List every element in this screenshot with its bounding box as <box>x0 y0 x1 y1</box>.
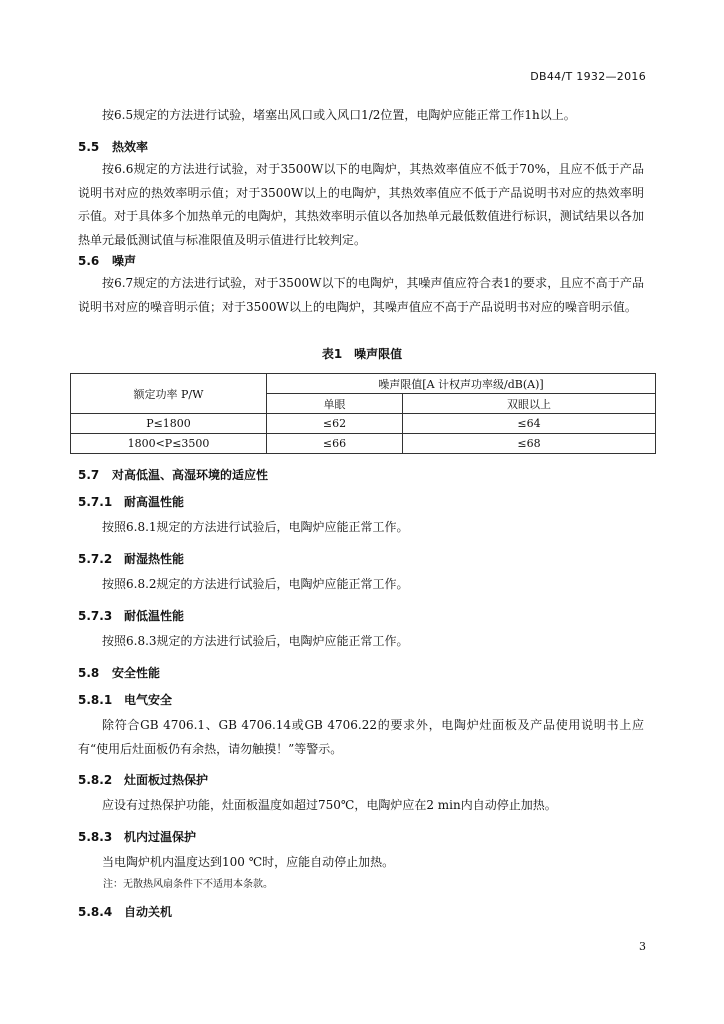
cell-double: ≤64 <box>403 414 656 434</box>
paragraph-5-5: 按6.6规定的方法进行试验，对于3500W以下的电陶炉，其热效率值应不低于70%，且应不低于产品说明书对应的热效率明示值；对于3500W以上的电陶炉，其热效率值应不低于产品说明书对应的热效率明示值。对于具体多个加热单元的电陶炉，其热效率明示值以各加热单元最低数值进行标识，测试结果以各加热单元最低测试值与标准限值及明示值进行比较判定。 <box>78 162 644 247</box>
page-number: 3 <box>639 940 646 953</box>
paragraph-intro: 按6.5规定的方法进行试验，堵塞出风口或入风口1/2位置，电陶炉应能正常工作1h以上。 <box>102 108 576 122</box>
table-caption: 表1 噪声限值 <box>321 347 403 361</box>
heading-5-5 <box>78 138 148 155</box>
heading-5-7 <box>78 466 268 483</box>
table-row <box>71 414 656 434</box>
paragraph-5-7-2: 按照6.8.2规定的方法进行试验后，电陶炉应能正常工作。 <box>102 577 409 591</box>
noise-limit-table <box>70 373 656 454</box>
paragraph-5-8-1: 除符合GB 4706.1、GB 4706.14或GB 4706.22的要求外，电陶炉灶面板及产品使用说明书上应有“使用后灶面板仍有余热，请勿触摸！”等警示。 <box>78 718 644 756</box>
heading-number: 5.5 <box>78 140 100 154</box>
paragraph-5-7-1: 按照6.8.1规定的方法进行试验后，电陶炉应能正常工作。 <box>102 520 409 534</box>
heading-title: 电气安全 <box>124 693 173 707</box>
cell-single: ≤66 <box>267 434 403 454</box>
table-header-noise: 噪声限值[A 计权声功率级/dB(A)] <box>267 374 656 394</box>
heading-number: 5.8.2 <box>78 773 113 787</box>
cell-double: ≤68 <box>403 434 656 454</box>
paragraph-5-6: 按6.7规定的方法进行试验，对于3500W以下的电陶炉，其噪声值应符合表1的要求，且应不高于产品说明书对应的噪音明示值；对于3500W以上的电陶炉，其噪声值应不高于产品说明书对应的噪音明示值。 <box>78 276 644 314</box>
heading-number: 5.8.1 <box>78 693 113 707</box>
paragraph-5-7-3: 按照6.8.3规定的方法进行试验后，电陶炉应能正常工作。 <box>102 634 409 648</box>
heading-5-7-2 <box>78 550 184 567</box>
heading-number: 5.7 <box>78 468 100 482</box>
heading-title: 热效率 <box>112 140 149 154</box>
cell-single: ≤62 <box>267 414 403 434</box>
heading-title: 对高低温、高湿环境的适应性 <box>112 468 269 482</box>
heading-title: 噪声 <box>112 254 137 268</box>
heading-title: 机内过温保护 <box>124 830 197 844</box>
heading-title: 耐高温性能 <box>124 495 185 509</box>
paragraph-5-8-2: 应设有过热保护功能，灶面板温度如超过750℃，电陶炉应在2 min内自动停止加热。 <box>102 798 557 812</box>
standard-code: DB44/T 1932—2016 <box>530 70 646 83</box>
heading-5-8-2 <box>78 771 208 788</box>
heading-5-8-4 <box>78 903 172 920</box>
heading-5-7-1 <box>78 493 184 510</box>
cell-power: P≤1800 <box>71 414 267 434</box>
heading-title: 耐湿热性能 <box>124 552 185 566</box>
heading-5-6 <box>78 252 136 269</box>
heading-number: 5.8.4 <box>78 905 113 919</box>
table-header-double: 双眼以上 <box>403 394 656 414</box>
heading-5-7-3 <box>78 607 184 624</box>
table-header-single: 单眼 <box>267 394 403 414</box>
heading-title: 耐低温性能 <box>124 609 185 623</box>
cell-power: 1800<P≤3500 <box>71 434 267 454</box>
table-row <box>71 434 656 454</box>
heading-number: 5.8 <box>78 666 100 680</box>
heading-number: 5.6 <box>78 254 100 268</box>
table-header-power: 额定功率 P/W <box>71 374 267 414</box>
heading-5-8 <box>78 664 160 681</box>
paragraph-5-8-3: 当电陶炉机内温度达到100 ℃时，应能自动停止加热。 <box>102 855 395 869</box>
heading-number: 5.7.2 <box>78 552 113 566</box>
heading-number: 5.8.3 <box>78 830 113 844</box>
heading-title: 灶面板过热保护 <box>124 773 209 787</box>
note: 注：无散热风扇条件下不适用本条款。 <box>103 879 273 890</box>
heading-5-8-3 <box>78 828 196 845</box>
heading-number: 5.7.3 <box>78 609 113 623</box>
heading-title: 自动关机 <box>124 905 173 919</box>
heading-5-8-1 <box>78 691 172 708</box>
heading-number: 5.7.1 <box>78 495 113 509</box>
heading-title: 安全性能 <box>112 666 161 680</box>
